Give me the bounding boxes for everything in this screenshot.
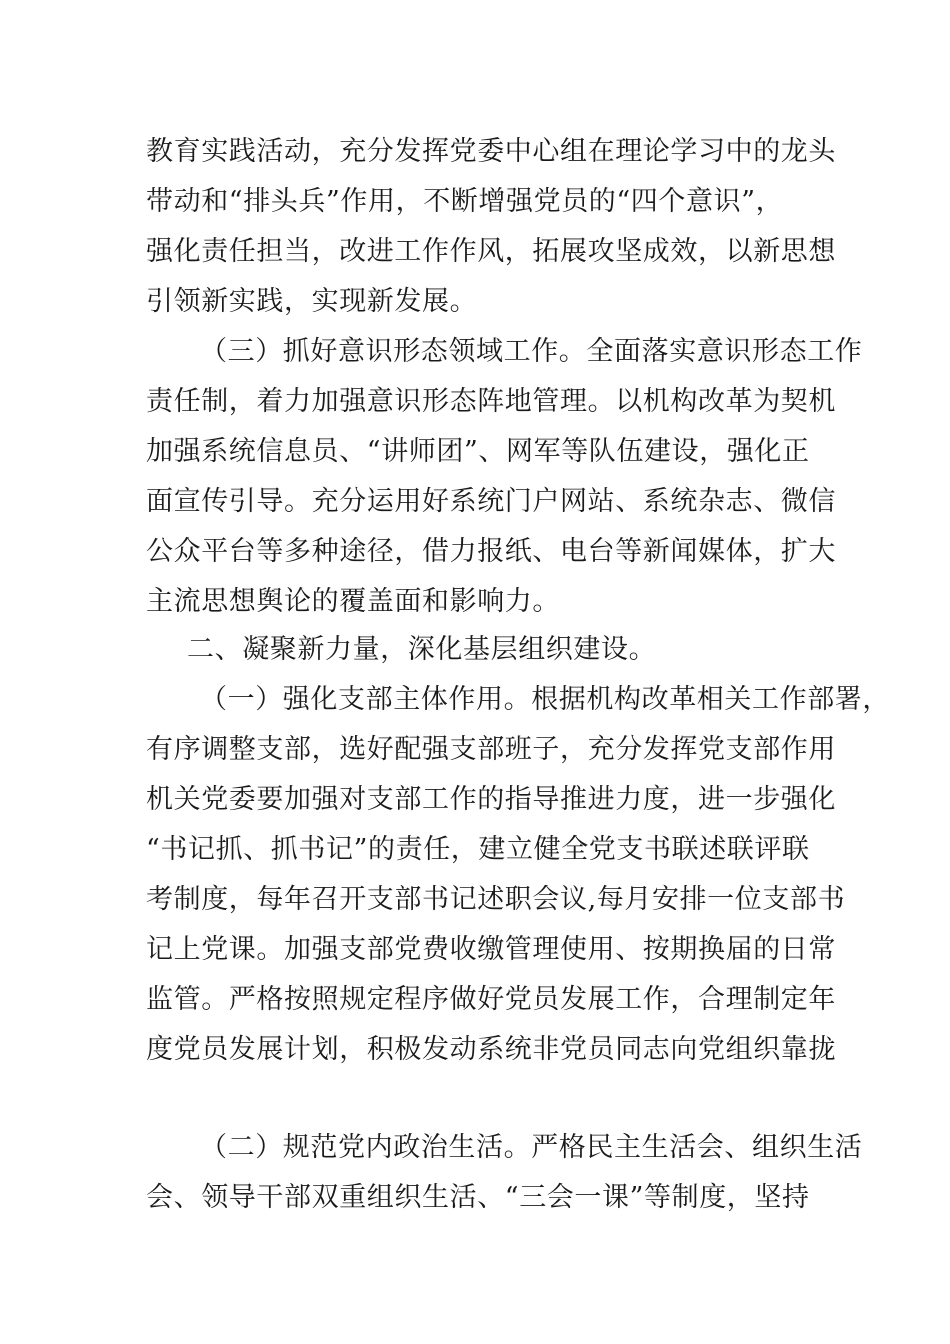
section-heading-line: （三）抓好意识形态领域工作。全面落实意识形态工作: [200, 336, 863, 367]
paragraph-line: 加强系统信息员、“讲师团”、网军等队伍建设，强化正: [146, 436, 810, 467]
section-title: 二、凝聚新力量，深化基层组织建设。: [187, 634, 657, 665]
paragraph-line: 度党员发展计划，积极发动系统非党员同志向党组织靠拢: [146, 1034, 836, 1065]
paragraph-line: 责任制，着力加强意识形态阵地管理。以机构改革为契机: [146, 386, 836, 417]
paragraph-line: 监管。严格按照规定程序做好党员发展工作，合理制定年: [146, 984, 836, 1015]
paragraph-line: 机关党委要加强对支部工作的指导推进力度，进一步强化: [146, 784, 836, 815]
paragraph-line: 公众平台等多种途径，借力报纸、电台等新闻媒体，扩大: [146, 536, 836, 567]
paragraph-line: 引领新实践，实现新发展。: [146, 286, 478, 317]
paragraph-line: 考制度，每年召开支部书记述职会议,每月安排一位支部书: [146, 884, 846, 915]
section-heading-line: （一）强化支部主体作用。根据机构改革相关工作部署，: [200, 684, 890, 715]
paragraph-line: 会、领导干部双重组织生活、“三会一课”等制度，坚持: [146, 1182, 810, 1213]
section-heading-line: （二）规范党内政治生活。严格民主生活会、组织生活: [200, 1132, 863, 1163]
paragraph-line: 带动和“排头兵”作用，不断增强党员的“四个意识”，: [146, 186, 784, 217]
paragraph-line: 记上党课。加强支部党费收缴管理使用、按期换届的日常: [146, 934, 836, 965]
paragraph-line: “书记抓、抓书记”的责任，建立健全党支书联述联评联: [146, 834, 810, 865]
paragraph-line: 强化责任担当，改进工作作风，拓展攻坚成效，以新思想: [146, 236, 836, 267]
paragraph-line: 主流思想舆论的覆盖面和影响力。: [146, 586, 560, 617]
paragraph-line: 教育实践活动，充分发挥党委中心组在理论学习中的龙头: [146, 136, 836, 167]
paragraph-line: 面宣传引导。充分运用好系统门户网站、系统杂志、微信: [146, 486, 836, 517]
paragraph-line: 有序调整支部，选好配强支部班子，充分发挥党支部作用: [146, 734, 836, 765]
